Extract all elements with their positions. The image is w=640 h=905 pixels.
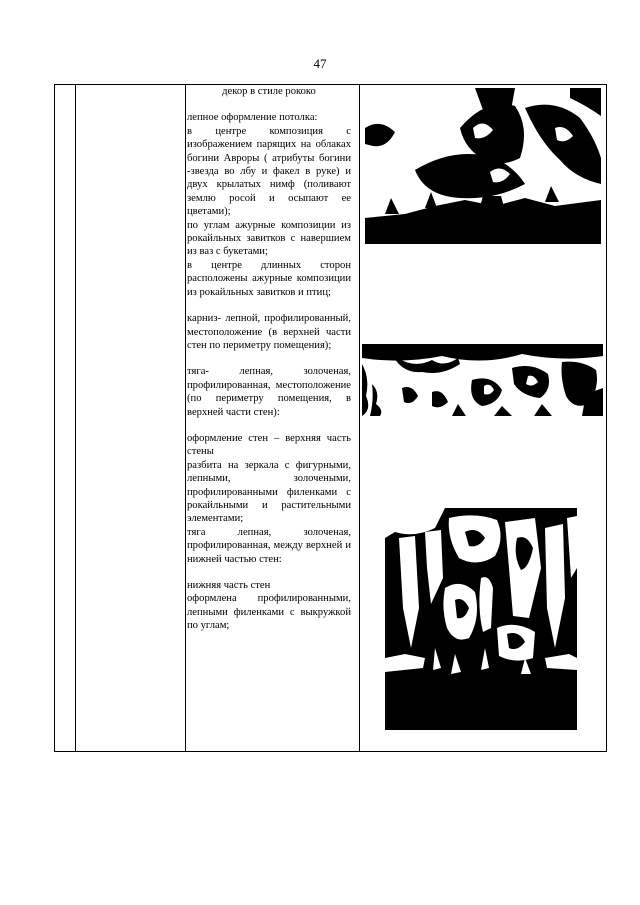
- walls-upper-rod: тяга лепная, золоченая, профилированная, между верхней и нижней частью стен:: [187, 526, 351, 565]
- walls-upper-title: оформление стен – верхняя часть стены: [187, 432, 351, 458]
- ceiling-title: лепное оформление потолка:: [187, 112, 318, 124]
- column-divider-1: [75, 85, 76, 751]
- ceiling-center: в центре композиция с изображением парящих на облаках богини Авроры ( атрибуты богини -звезда во лбу и факел в руке) и двух крылатых нимф (поливают землю росой и осыпают ее цветами);: [187, 125, 351, 218]
- walls-lower-panels: оформлена профилированными, лепными филенками с выкружкой по углам;: [187, 593, 351, 632]
- ceiling-corners: по углам ажурные композиции из рокайльных завитков с навершием из ваз с букетами;: [187, 219, 351, 258]
- cornice-description: карниз- лепной, профилированный, местоположение (в верхней части стен по периметру помещения);: [187, 313, 351, 351]
- rod-description: тяга- лепная, золоченая, профилированная, местоположение (по периметру помещения, в верхней части стен):: [187, 366, 351, 418]
- column-divider-3: [359, 85, 360, 751]
- decor-description: [187, 85, 351, 633]
- page-number: 47: [313, 56, 327, 71]
- walls-photo: [385, 508, 577, 730]
- walls-upper-mirrors: разбита на зеркала с фигурными, лепными, золочеными, профилированными филенками с рокайльными и растительными элементами;: [187, 459, 351, 525]
- walls-lower-title: нижняя часть стен: [187, 580, 271, 591]
- column-divider-2: [185, 85, 186, 751]
- ceiling-photo: [365, 88, 601, 244]
- cornice-photo: [362, 344, 603, 416]
- ceiling-long-sides: в центре длинных сторон расположены ажурные композиции из рокайльных завитков и птиц;: [187, 259, 351, 298]
- section-heading: декор в стиле рококо: [222, 86, 316, 97]
